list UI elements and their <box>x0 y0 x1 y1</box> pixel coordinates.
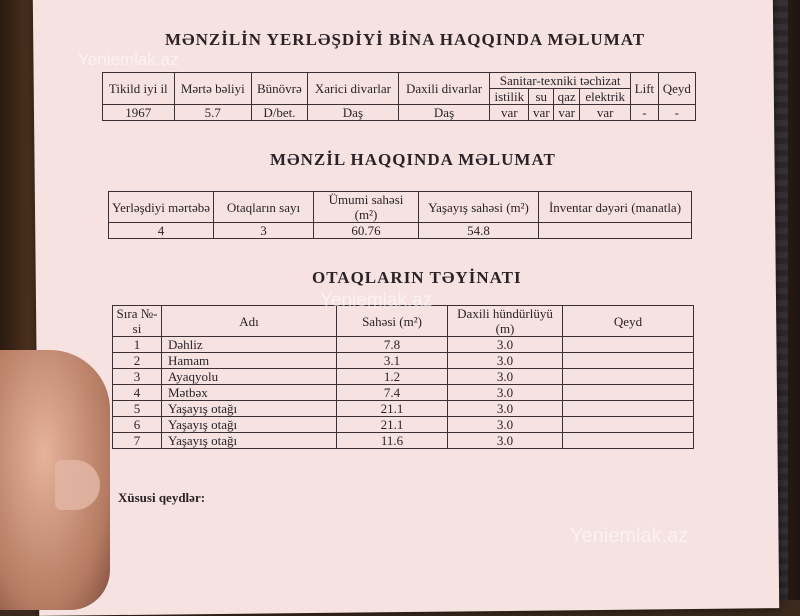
cell-room-height: 3.0 <box>448 417 563 433</box>
special-notes-label: Xüsusi qeydlər: <box>118 490 206 505</box>
cell-room-area: 21.1 <box>337 417 448 433</box>
cell-room-name: Ayaqyolu <box>162 369 337 385</box>
cell-room-note <box>563 417 694 433</box>
cell-room-height: 3.0 <box>448 433 563 449</box>
table-row <box>113 337 694 353</box>
cell-room-area: 7.4 <box>337 385 448 401</box>
cell-inventory-value <box>539 223 692 239</box>
cell-total-area: 60.76 <box>314 223 419 239</box>
cell-room-height: 3.0 <box>448 369 563 385</box>
header-lift: Lift <box>631 73 659 105</box>
building-data-row <box>103 105 696 121</box>
cell-room-note <box>563 385 694 401</box>
cell-living-area: 54.8 <box>419 223 539 239</box>
watermark-top: Yeniemlak.az <box>78 50 179 69</box>
header-row-number: Sıra №-si <box>113 306 162 337</box>
cell-room-height: 3.0 <box>448 401 563 417</box>
cell-room-name: Hamam <box>162 353 337 369</box>
header-merte: Mərtə bəliyi <box>174 73 251 105</box>
header-total-area: Ümumi sahəsi (m²) <box>314 192 419 223</box>
cell-room-no: 3 <box>113 369 162 385</box>
cell-room-name: Yaşayış otağı <box>162 417 337 433</box>
header-room-note: Qeyd <box>563 306 694 337</box>
cell-room-note <box>563 401 694 417</box>
apartment-data-row <box>109 223 692 239</box>
header-sanitar: Sanitar-texniki təchizat <box>490 73 631 89</box>
header-room-name: Adı <box>162 306 337 337</box>
hand-thumb <box>0 350 110 610</box>
cell-room-name: Yaşayış otağı <box>162 433 337 449</box>
table-row <box>113 385 694 401</box>
cell-su: var <box>529 105 554 121</box>
header-daxili: Daxili divarlar <box>398 73 489 105</box>
watermark-bottom: Yeniemlak.az <box>570 525 689 547</box>
cell-room-area: 3.1 <box>337 353 448 369</box>
header-elektrik: elektrik <box>580 89 631 105</box>
header-xarici: Xarici divarlar <box>307 73 398 105</box>
cell-room-no: 5 <box>113 401 162 417</box>
cell-room-area: 1.2 <box>337 369 448 385</box>
cell-daxili: Daş <box>398 105 489 121</box>
header-istilik: istilik <box>490 89 529 105</box>
table-row <box>113 353 694 369</box>
cell-room-no: 1 <box>113 337 162 353</box>
building-info-title: MƏNZİLİN YERLƏŞDİYİ BİNA HAQQINDA MƏLUMAT <box>165 30 646 49</box>
cell-merte: 5.7 <box>174 105 251 121</box>
header-inventory-value: İnventar dəyəri (manatla) <box>539 192 692 223</box>
cell-room-area: 21.1 <box>337 401 448 417</box>
cell-room-name: Mətbəx <box>162 385 337 401</box>
cell-rooms: 3 <box>214 223 314 239</box>
rooms-purpose-title: OTAQLARIN TƏYİNATI <box>312 268 522 287</box>
table-row <box>113 433 694 449</box>
thumb-nail <box>55 460 100 510</box>
header-qeyd: Qeyd <box>658 73 695 105</box>
cell-room-no: 6 <box>113 417 162 433</box>
rooms-table <box>112 305 694 449</box>
building-table <box>102 72 696 121</box>
header-tikild: Tikild iyi il <box>103 73 175 105</box>
cell-room-note <box>563 337 694 353</box>
cell-room-no: 7 <box>113 433 162 449</box>
table-row <box>113 401 694 417</box>
header-rooms: Otaqların sayı <box>214 192 314 223</box>
cell-room-area: 11.6 <box>337 433 448 449</box>
cell-room-note <box>563 369 694 385</box>
cell-istilik: var <box>490 105 529 121</box>
cell-room-name: Dəhliz <box>162 337 337 353</box>
header-room-area: Sahəsi (m²) <box>337 306 448 337</box>
cell-qaz: var <box>554 105 580 121</box>
cell-room-no: 4 <box>113 385 162 401</box>
cell-room-note <box>563 353 694 369</box>
cell-room-area: 7.8 <box>337 337 448 353</box>
cell-room-no: 2 <box>113 353 162 369</box>
cell-room-height: 3.0 <box>448 353 563 369</box>
cell-room-name: Yaşayış otağı <box>162 401 337 417</box>
table-row <box>113 369 694 385</box>
header-su: su <box>529 89 554 105</box>
apartment-info-title: MƏNZİL HAQQINDA MƏLUMAT <box>270 150 556 169</box>
header-bunovre: Bünövrə <box>251 73 307 105</box>
cell-lift: - <box>631 105 659 121</box>
table-row <box>113 417 694 433</box>
cell-elektrik: var <box>580 105 631 121</box>
cell-room-note <box>563 433 694 449</box>
apartment-table <box>108 191 692 239</box>
header-qaz: qaz <box>554 89 580 105</box>
cell-qeyd: - <box>658 105 695 121</box>
cell-tikild: 1967 <box>103 105 175 121</box>
cell-room-height: 3.0 <box>448 337 563 353</box>
watermark-mid: Yeniemlak.az <box>320 290 433 311</box>
header-room-height: Daxili hündürlüyü (m) <box>448 306 563 337</box>
cell-floor: 4 <box>109 223 214 239</box>
header-floor: Yerləşdiyi mərtəbə <box>109 192 214 223</box>
cell-xarici: Daş <box>307 105 398 121</box>
cell-room-height: 3.0 <box>448 385 563 401</box>
cell-bunovre: D/bet. <box>251 105 307 121</box>
header-living-area: Yaşayış sahəsi (m²) <box>419 192 539 223</box>
